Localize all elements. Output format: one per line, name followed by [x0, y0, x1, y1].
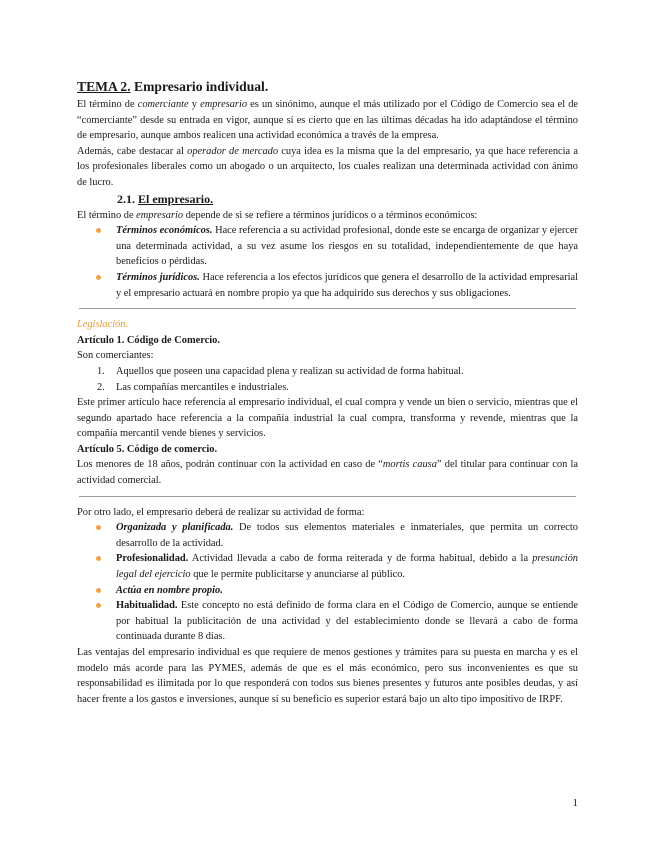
- forma-intro: Por otro lado, el empresario deberá de realizar su actividad de forma:: [77, 506, 365, 518]
- article-1-lead: Son comerciantes:: [77, 350, 154, 362]
- list-item: Habitualidad. Este concepto no está definido de forma clara en el Código de Comercio, aunque se entiende por habitual la publicitación de una actividad y del establecimiento donde se llevará a cabo de forma continuada durante 8 días.: [77, 598, 578, 645]
- ventajas-paragraph: Las ventajas del empresario individual es que requiere de menos gestiones y trámites para su puesta en marcha y es el modelo más acorde para las PYMES, además de que es el más económico, pero sus inconvenientes es que su responsabilidad es ilimitada por lo que responderá con todos sus bienes presentes y futuros ante posibles deudas, y así hacer frente a los gastos e inversiones, aunque sí su beneficio es superior estará bajo un alto tipo impositivo de IRPF.: [77, 647, 578, 705]
- bullet-icon: [96, 603, 101, 608]
- list-item: Actúa en nombre propio.: [77, 583, 578, 599]
- intro-paragraph-1: El término de comerciante y empresario es un sinónimo, aunque el más utilizado por el Código de Comercio sea el de “comerciante” desde su entrada en vigor, aunque sí es cierto que en las últimas décadas ha ido adaptándose el término de empresario, aunque ambos realicen una actividad económica a través de la empresa.: [77, 99, 578, 142]
- list-item: 2. Las compañías mercantiles e industriales.: [97, 381, 289, 393]
- divider: [79, 308, 576, 309]
- section-intro: El término de empresario depende de si se refiere a términos jurídicos o a términos económicos:: [77, 209, 478, 221]
- document-page: [77, 78, 578, 707]
- article-5-text: Los menores de 18 años, podrán continuar con la actividad en caso de “mortis causa” del titular para continuar con la actividad comercial.: [77, 459, 578, 487]
- forma-list: [77, 520, 578, 645]
- bullet-icon: [96, 588, 101, 593]
- bullet-icon: [96, 228, 101, 233]
- list-item: 1. Aquellos que poseen una capacidad plena y realizan su actividad de forma habitual.: [97, 365, 464, 377]
- article-1-explanation: Este primer artículo hace referencia al empresario individual, el cual compra y vende un bien o servicio, mientras que el segundo apartado hace referencia a la compañía industrial la cual compra, transforma y revende, mientras que la compañía mercantil vende bienes y servicios.: [77, 397, 578, 440]
- bullet-icon: [96, 556, 101, 561]
- article-5-title: Artículo 5. Código de comercio.: [77, 443, 218, 455]
- list-item: Términos económicos. Hace referencia a su actividad profesional, donde este se encarga de organizar y ejercer una determinada actividad, a su vez asume los riesgos en su totalidad, independientemente de que haya beneficios o pérdidas.: [77, 223, 578, 270]
- list-item: Profesionalidad. Actividad llevada a cabo de forma reiterada y de forma habitual, debido a la presunción legal del ejercicio que le permite publicitarse y anunciarse al público.: [77, 551, 578, 582]
- bullet-icon: [96, 275, 101, 280]
- article-1-title: Artículo 1. Código de Comercio.: [77, 334, 220, 346]
- divider: [79, 496, 576, 497]
- page-number: 1: [572, 797, 578, 809]
- section-heading-empresario: 2.1. El empresario.: [117, 191, 214, 206]
- bullet-icon: [96, 525, 101, 530]
- intro-paragraph-2: Además, cabe destacar al operador de mercado cuya idea es la misma que la del empresario, ya que hace referencia a los profesionales liberales como un abogado o un arquitecto, los cuales realizan una determinada actividad con ánimo de lucro.: [77, 145, 578, 188]
- article-1-list: [77, 364, 578, 395]
- legislacion-label: Legislación.: [77, 319, 129, 331]
- list-item: Organizada y planificada. De todos sus elementos materiales e inmateriales, que permita un correcto desarrollo de la actividad.: [77, 520, 578, 551]
- title-text: Empresario individual.: [130, 79, 269, 94]
- terminos-list: [77, 223, 578, 301]
- list-item: Términos jurídicos. Hace referencia a los efectos jurídicos que genera el desarrollo de la actividad empresarial y el empresario actuará en nombre propio ya que ha adquirido sus derechos y sus obligaciones.: [77, 270, 578, 301]
- tema-label: TEMA 2.: [77, 79, 131, 94]
- page-title: [77, 78, 578, 95]
